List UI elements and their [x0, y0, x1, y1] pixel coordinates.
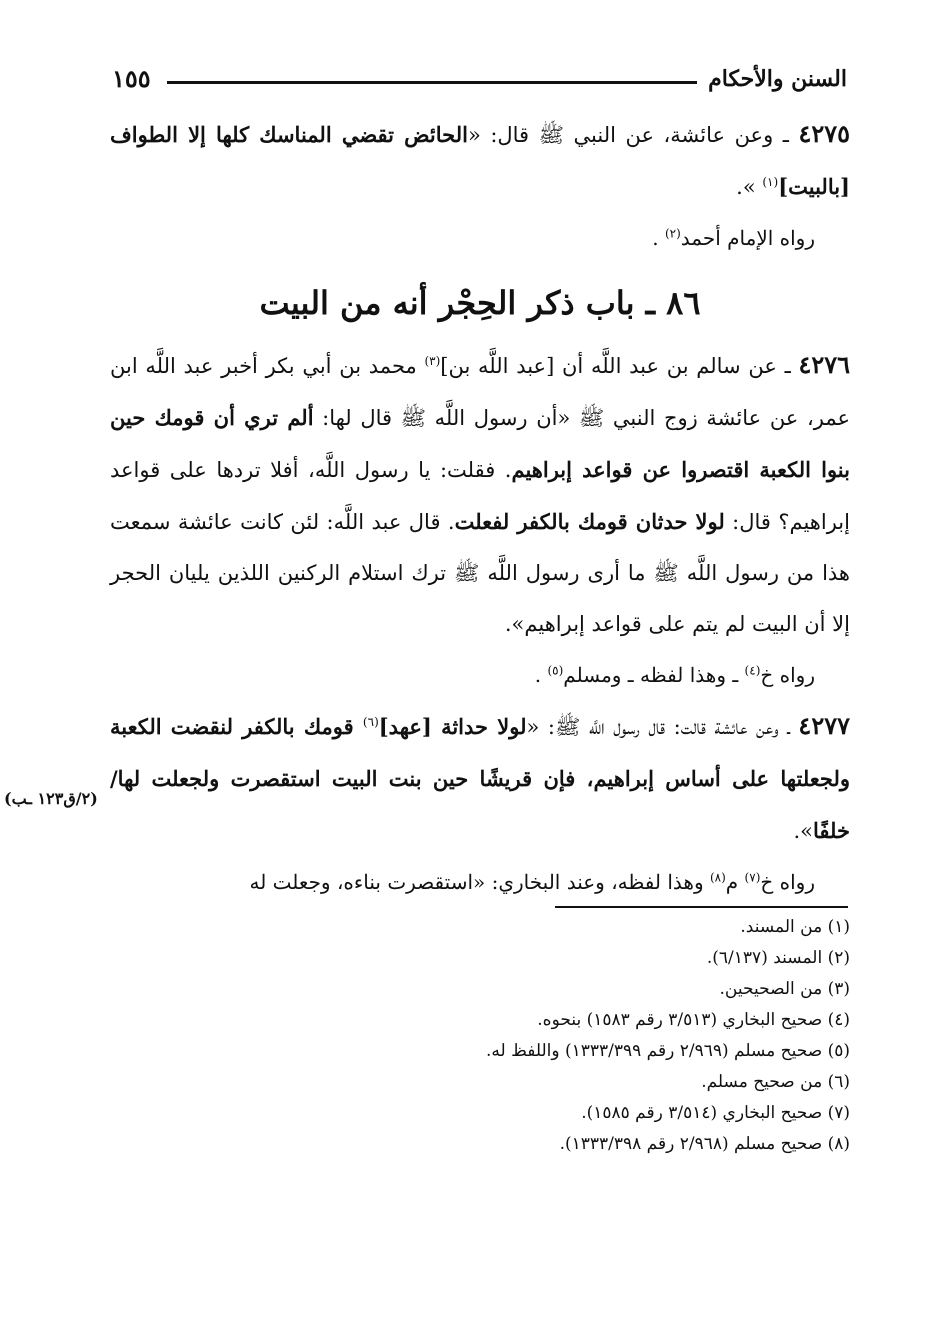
footnote-item: (٢) المسند (٦/١٣٧). — [706, 948, 850, 968]
hadith-number: ٤٢٧٧ — [798, 711, 850, 740]
footnote-ref: (١) — [762, 175, 779, 189]
footnote-item: (٧) صحيح البخاري (٣/٥١٤ رقم ١٥٨٥). — [581, 1103, 850, 1123]
hadith-quote: قومك بالكفر لنقضت الكعبة ولجعلتها على أساس إبراهيم، فإن قريشًا حين بنت البيت استقصرت ولجعلت لها/ خلفًا — [110, 714, 850, 843]
hadith-text: ـ وعن عائشة قالت: قال رسول اللَّه ﷺ: « — [526, 715, 799, 739]
hadith-number: ٤٢٧٥ — [798, 119, 851, 148]
footnote-ref: (٨) — [709, 870, 726, 885]
footnote-item: (١) من المسند. — [740, 917, 850, 937]
page-body — [110, 108, 850, 907]
footnotes — [110, 912, 850, 1160]
source-text: رواه خ — [760, 870, 815, 894]
footnote-item: (٦) من صحيح مسلم. — [701, 1072, 850, 1092]
footnote-ref: (٧) — [744, 870, 761, 885]
footnote-item: (٨) صحيح مسلم (٢/٩٦٨ رقم ١٣٣٣/٣٩٨). — [559, 1134, 850, 1154]
source-text: ـ وهذا لفظه ـ ومسلم — [563, 663, 745, 687]
running-header — [112, 62, 847, 102]
hadith-source — [110, 213, 850, 263]
hadith-text: . قال عبد اللَّه: لئن كانت عائشة سمعت هذا من رسول اللَّه ﷺ ما أرى رسول اللَّه ﷺ ترك استلام الركنين اللذين يليان الحجر إلا أن البيت لم يتم على قواعد إبراهيم». — [110, 510, 850, 636]
hadith-quote: الحائض تقضي المناسك كلها إلا الطواف [بالبيت] — [110, 122, 850, 199]
source-text: رواه الإمام أحمد — [680, 226, 815, 250]
hadith-quote: ألم تري أن قومك حين بنوا الكعبة اقتصروا عن قواعد إبراهيم — [110, 405, 850, 482]
hadith-4277 — [110, 700, 850, 857]
chapter-heading: ٨٦ ـ باب ذكر الحِجْر أنه من البيت — [259, 284, 701, 322]
hadith-quote: لولا حداثة [عهد] — [378, 714, 527, 739]
hadith-4275 — [110, 108, 850, 213]
footnote-ref: (٤) — [744, 663, 761, 678]
header-rule — [167, 81, 697, 84]
footnote-item: (٤) صحيح البخاري (٣/٥١٣ رقم ١٥٨٣) بنحوه. — [537, 1010, 850, 1030]
hadith-text: محمد بن أبي بكر أخبر عبد اللَّه ابن عمر، عن عائشة زوج النبي ﷺ «أن رسول اللَّه ﷺ قال لها: — [110, 354, 851, 430]
hadith-text: . فقلت: يا رسول اللَّه، أفلا تردها على قواعد إبراهيم؟ قال: — [110, 458, 850, 534]
hadith-number: ٤٢٧٦ — [798, 350, 851, 379]
book-title: السنن والأحكام — [708, 66, 847, 92]
source-text: . — [652, 226, 665, 250]
footnote-ref: (٣) — [424, 354, 441, 368]
source-quote: استقصرت بناءه، وجعلت له — [249, 870, 474, 894]
footnote-rule — [555, 906, 848, 908]
hadith-4276 — [110, 339, 850, 650]
footnote-ref: (٢) — [664, 226, 681, 241]
source-text: وهذا لفظه، وعند البخاري: « — [473, 870, 710, 894]
source-text: م — [725, 870, 745, 894]
hadith-text: ». — [736, 175, 763, 199]
hadith-source — [110, 857, 850, 907]
footnote-item: (٥) صحيح مسلم (٢/٩٦٩ رقم ١٣٣٣/٣٩٩) واللفظ له. — [486, 1041, 850, 1061]
footnote-ref: (٥) — [547, 663, 564, 678]
manuscript-margin-note: (٢/ق١٢٣ ـب) — [4, 789, 98, 808]
hadith-source — [110, 650, 850, 700]
source-text: رواه خ — [760, 663, 815, 687]
footnote-item: (٣) من الصحيحين. — [719, 979, 850, 999]
hadith-text: ـ عن سالم بن عبد اللَّه أن [عبد اللَّه بن] — [440, 354, 799, 378]
hadith-text: ـ وعن عائشة، عن النبي ﷺ قال: « — [467, 123, 799, 147]
source-text: . — [534, 663, 548, 687]
footnote-ref: (٦) — [362, 715, 379, 729]
page-number: ١٥٥ — [112, 64, 151, 93]
hadith-text: ». — [793, 819, 814, 843]
hadith-quote: لولا حدثان قومك بالكفر لفعلت — [454, 509, 725, 534]
